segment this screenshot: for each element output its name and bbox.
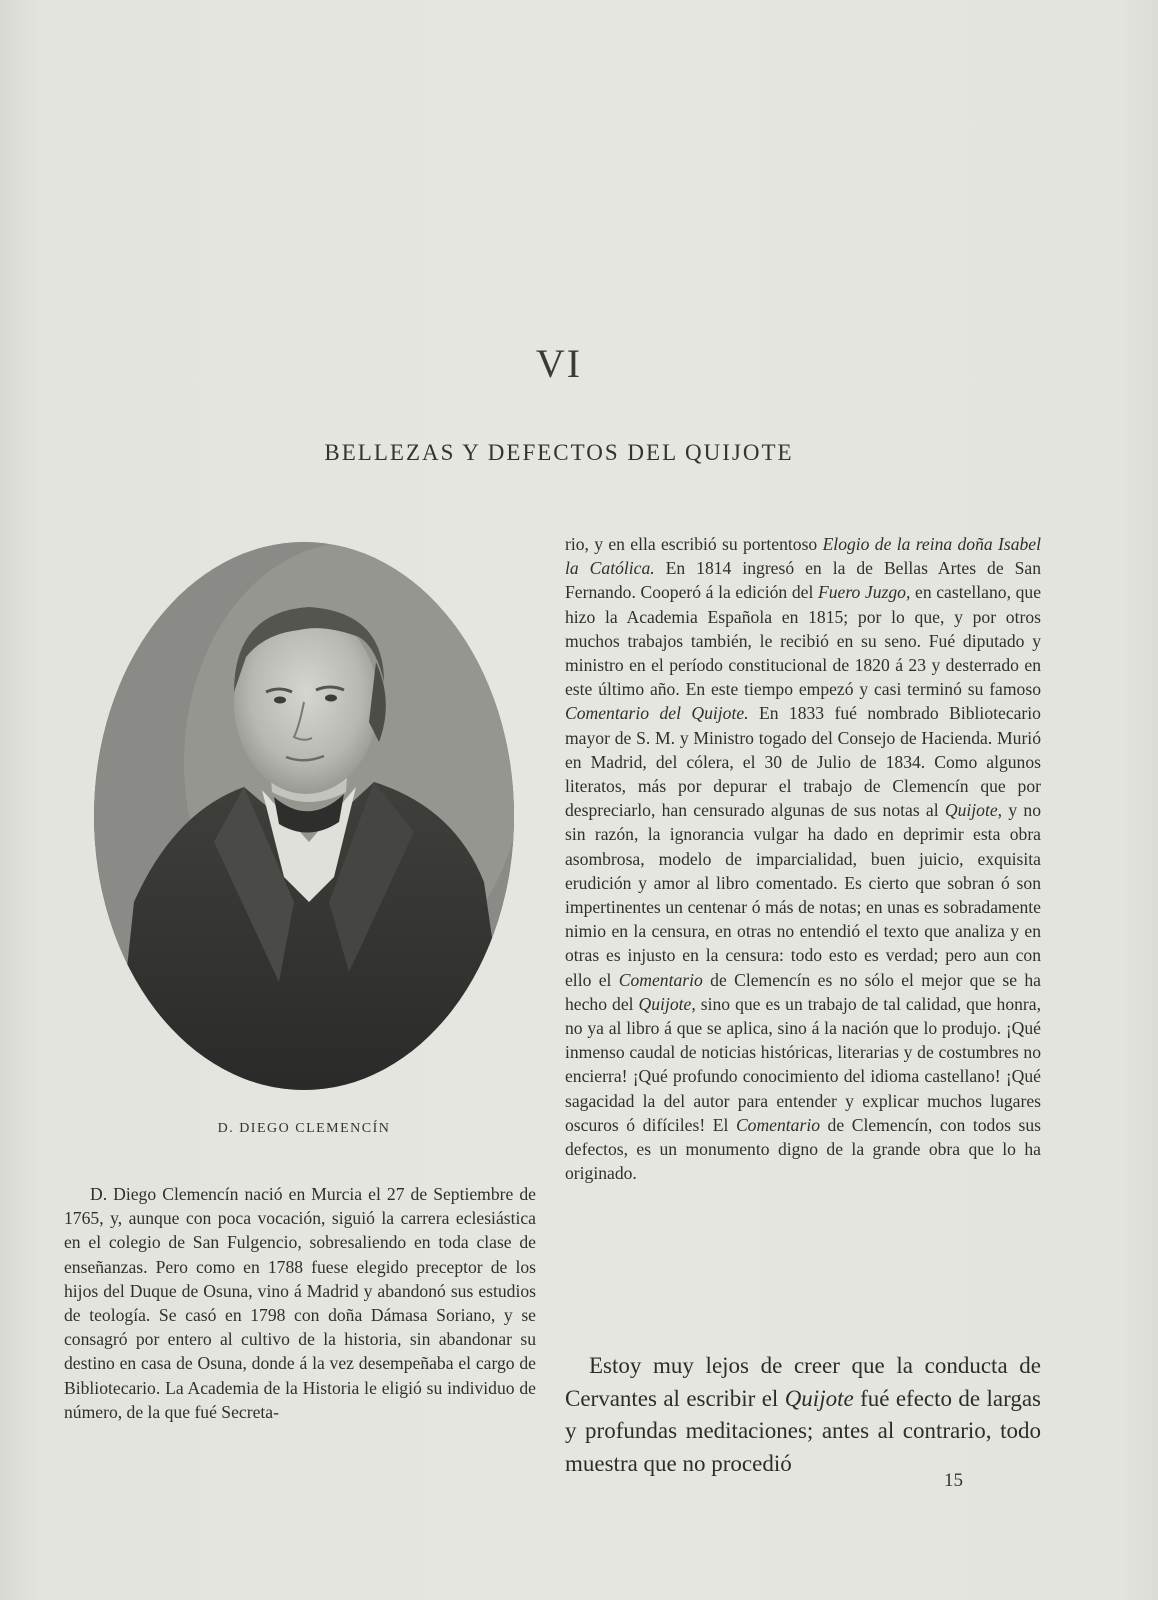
portrait-engraving xyxy=(94,542,514,1090)
left-column-text xyxy=(64,1182,536,1424)
chapter-number: VI xyxy=(535,341,583,386)
chapter-title: BELLEZAS Y DEFECTOS DEL QUIJOTE xyxy=(324,440,794,465)
portrait-caption: D. DIEGO CLEMENCÍN xyxy=(217,1121,391,1136)
page-number: 15 xyxy=(944,1470,963,1491)
portrait-illustration xyxy=(94,542,514,1090)
main-body-text: Estoy muy lejos de creer que la conducta de Cervantes al escribir el Quijote fué efecto de largas y profundas meditaciones; antes al contrario, todo muestra que no procedió xyxy=(565,1353,1041,1476)
right-paragraph: rio, y en ella escribió su portentoso Elogio de la reina doña Isabel la Católica. En 1814 ingresó en la de Bellas Artes de San Fernando. Cooperó á la edición del Fuero Juzgo, en castellano, que hizo la Academia Española en 1815; por lo que, y por otros muchos trabajos también, le recibió en su seno. Fué diputado y ministro en el período constitucional de 1820 á 23 y desterrado en este último año. En este tiempo empezó y casi terminó su famoso Comentario del Quijote. En 1833 fué nombrado Bibliotecario mayor de S. M. y Ministro togado del Consejo de Hacienda. Murió en Madrid, del cólera, el 30 de Julio de 1834. Como algunos literatos, más por depurar el trabajo de Clemencín que por despreciarlo, han censurado algunas de sus notas al Quijote, y no sin razón, la ignorancia vulgar ha dado en deprimir esta obra asombrosa, modelo de imparcialidad, buen juicio, exquisita erudición y amor al libro comentado. Es cierto que sobran ó son impertinentes un centenar ó más de notas; en unas es sobradamente nimio en la censura, en otras no entendió el texto que analiza y en otras es injusto en la censura: todo esto es verdad; pero aun con ello el Comentario de Clemencín es no sólo el mejor que se ha hecho del Quijote, sino que es un trabajo de tal calidad, que honra, no ya al libro á que se aplica, sino á la nación que lo produjo. ¡Qué inmenso caudal de noticias históricas, literarias y de costumbres no encierra! ¡Qué profundo conocimiento del idioma castellano! ¡Qué sagacidad la del autor para entender y explicar muchos lugares oscuros ó difíciles! El Comentario de Clemencín, con todos sus defectos, es un monumento digno de la grande obra que lo ha originado. xyxy=(565,534,1042,1184)
right-column-text xyxy=(565,532,1041,1185)
left-paragraph: D. Diego Clemencín nació en Murcia el 27 de Septiembre de 1765, y, aunque con poca vocación, siguió la carrera eclesiástica en el colegio de San Fulgencio, sobresaliendo en toda clase de enseñanzas. Pero como en 1788 fuese elegido preceptor de los hijos del Duque de Osuna, vino á Madrid y abandonó sus estudios de teología. Se casó en 1798 con doña Dámasa Soriano, y se consagró por entero al cultivo de la historia, sin abandonar su destino en casa de Osuna, donde á la vez desempeñaba el cargo de Bibliotecario. La Academia de la Historia le eligió su individuo de número, de la que fué Secreta- xyxy=(64,1184,536,1422)
